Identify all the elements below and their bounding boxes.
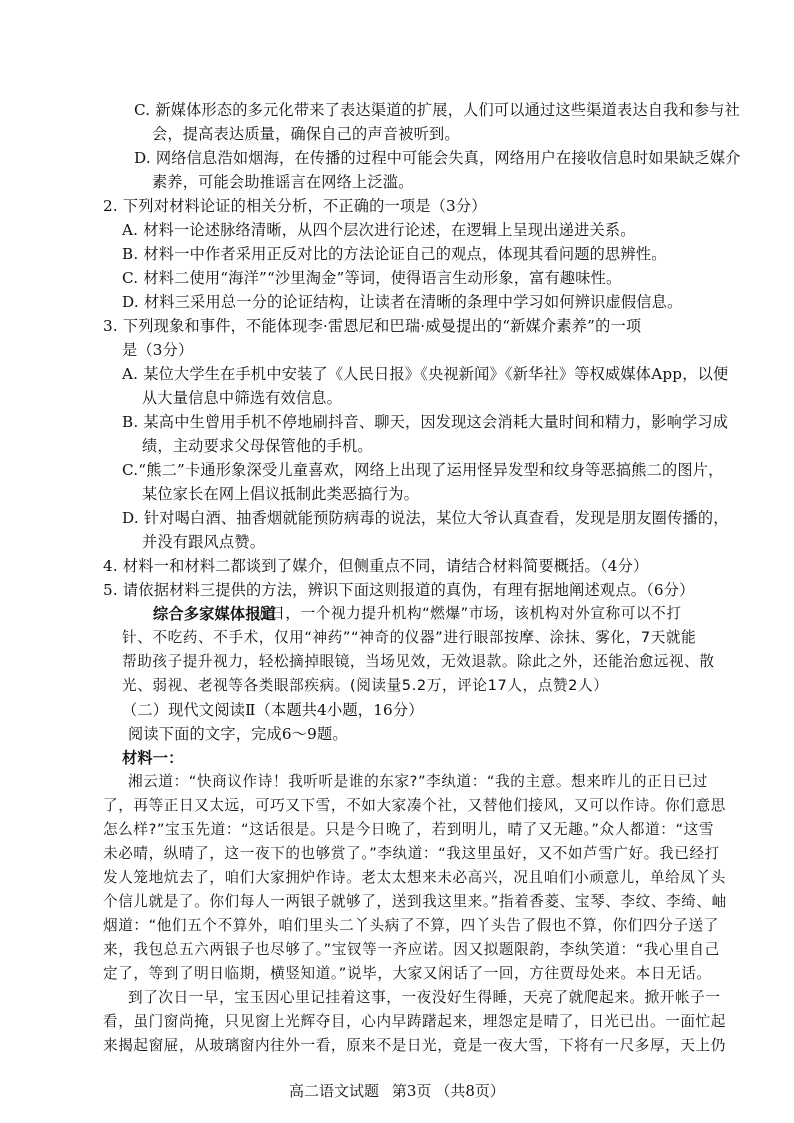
text-line: A. 某位大学生在手机中安装了《人民日报》《央视新闻》《新华社》等权威媒体App，以便 bbox=[122, 365, 729, 383]
text-line: A. 材料一论述脉络清晰，从四个层次进行论述，在逻辑上呈现出递进关系。 bbox=[122, 221, 636, 239]
text-line: 未必晴，纵晴了，这一夜下的也够赏了。”李纨道：“我这里虽好，又不如芦雪广好。我已经打 bbox=[103, 845, 720, 862]
text-line: 看，虽门窗尚掩，只见窗上光辉夺目，心内早踌躇起来，埋怨定是晴了，日光已出。一面忙起 bbox=[103, 1013, 726, 1030]
report-source-label: 综合多家媒体报道 bbox=[153, 605, 277, 623]
text-line: 绩，主动要求父母保管他的手机。 bbox=[142, 437, 373, 455]
text-line: 是（3分） bbox=[122, 341, 194, 359]
material-heading: 材料一： bbox=[122, 749, 184, 767]
text-line: 从大量信息中筛选有效信息。 bbox=[142, 389, 343, 407]
text-line: 了，再等正日又太远，可巧又下雪，不如大家凑个社，又替他们接风，又可以作诗。你们意思 bbox=[103, 797, 726, 814]
text-line: 并没有跟风点赞。 bbox=[142, 533, 266, 551]
footer-page-number: 第3页 bbox=[391, 1082, 432, 1100]
text-line: 来揭起窗屉，从玻璃窗内往外一看，原来不是日光，竟是一夜大雪，下将有一尺多厚，天上仍 bbox=[103, 1037, 726, 1054]
text-line: 某位家长在网上倡议抵制此类恶搞行为。 bbox=[142, 485, 419, 503]
text-line: 湘云道：“快商议作诗！我听听是谁的东家?”李纨道：“我的主意。想来昨儿的正日已过 bbox=[128, 773, 708, 790]
text-line: B. 某高中生曾用手机不停地刷抖音、聊天，因发现这会消耗大量时间和精力，影响学习成 bbox=[122, 413, 729, 431]
footer-page-total: （共8页） bbox=[435, 1082, 505, 1100]
text-line: 怎么样?”宝玉先道：“这话很是。只是今日晚了，若到明儿，晴了又无趣。”众人都道：“这雪 bbox=[103, 821, 715, 838]
text-line: 阅读下面的文字，完成6～9题。 bbox=[128, 725, 348, 743]
text-line: 烟道：“他们五个不算外，咱们里头二丫头病了不算，四丫头告了假也不算，你们四分子送了 bbox=[103, 917, 719, 934]
text-line: 光、弱视、老视等各类眼部疾病。(阅读量5.2万，评论17人，点赞2人） bbox=[122, 677, 609, 694]
text-line: D. 针对喝白酒、抽香烟就能预防病毒的说法，某位大爷认真查看，发现是朋友圈传播的， bbox=[122, 509, 729, 527]
text-line: 5. 请依据材料三提供的方法，辨识下面这则报道的真伪，有理有据地阐述观点。（6分） bbox=[103, 581, 695, 599]
text-line: 4. 材料一和材料二都谈到了媒介，但侧重点不同，请结合材料简要概括。（4分） bbox=[103, 557, 649, 575]
text-line: 到了次日一早，宝玉因心里记挂着这事，一夜没好生得睡，天亮了就爬起来。掀开帐子一 bbox=[128, 989, 721, 1006]
text-line: 针、不吃药、不手术，仅用“神药”“神奇的仪器”进行眼部按摩、涂抹、雾化，7天就能 bbox=[122, 629, 697, 646]
text-line: 来，我包总五六两银子也尽够了。”宝钗等一齐应诺。因又拟题限韵，李纨笑道：“我心里自己 bbox=[103, 941, 720, 958]
text-line: C.“熊二”卡通形象深受儿童喜欢，网络上出现了运用怪异发型和纹身等恶搞熊二的图片， bbox=[122, 461, 724, 479]
text-line: C. 新媒体形态的多元化带来了表达渠道的扩展，人们可以通过这些渠道表达自我和参与社 bbox=[134, 101, 741, 119]
text-line: 会，提高表达质量，确保自己的声音被听到。 bbox=[152, 125, 460, 143]
footer-title: 高二语文试题 bbox=[289, 1082, 380, 1100]
text-line: 帮助孩子提升视力，轻松摘掉眼镜，当场见效，无效退款。除此之外，还能治愈远视、散 bbox=[122, 653, 715, 670]
text-line: 定了，等到了明日临期，横竖知道。”说毕，大家又闲话了一回，方往贾母处来。本日无话。 bbox=[103, 965, 712, 982]
text-line: 个信儿就是了。你们每人一两银子就够了，送到我这里来。”指着香菱、宝琴、李纹、李绮、岫 bbox=[103, 893, 727, 910]
text-line: D. 网络信息浩如烟海，在传播的过程中可能会失真，网络用户在接收信息时如果缺乏媒介 bbox=[134, 149, 741, 167]
text-line: B. 材料一中作者采用正反对比的方法论证自己的观点，体现其看问题的思辨性。 bbox=[122, 245, 667, 263]
text-line: 素养，可能会助推谣言在网络上泛滥。 bbox=[152, 173, 414, 191]
text-line: 发人笼地炕去了，咱们大家拥炉作诗。老太太想来未必高兴，况且咱们小顽意儿，单给凤丫头 bbox=[103, 869, 726, 886]
text-line: 2. 下列对材料论证的相关分析，不正确的一项是（3分） bbox=[103, 197, 487, 215]
text-line: C. 材料二使用“海洋”“沙里淘金”等词，使得语言生动形象，富有趣味性。 bbox=[122, 269, 622, 287]
text-line: 3. 下列现象和事件，不能体现李·雷恩尼和巴瑞·威曼提出的“新媒介素养”的一项 bbox=[103, 317, 642, 335]
page-footer bbox=[0, 1081, 794, 1101]
text-line: 近日，一个视力提升机构“燃爆”市场，该机构对外宣称可以不打 bbox=[255, 605, 682, 622]
text-line: （二）现代文阅读Ⅱ（本题共4小题，16分） bbox=[122, 701, 424, 719]
text-line: D. 材料三采用总一分的论证结构，让读者在清晰的条理中学习如何辨识虚假信息。 bbox=[122, 293, 683, 311]
